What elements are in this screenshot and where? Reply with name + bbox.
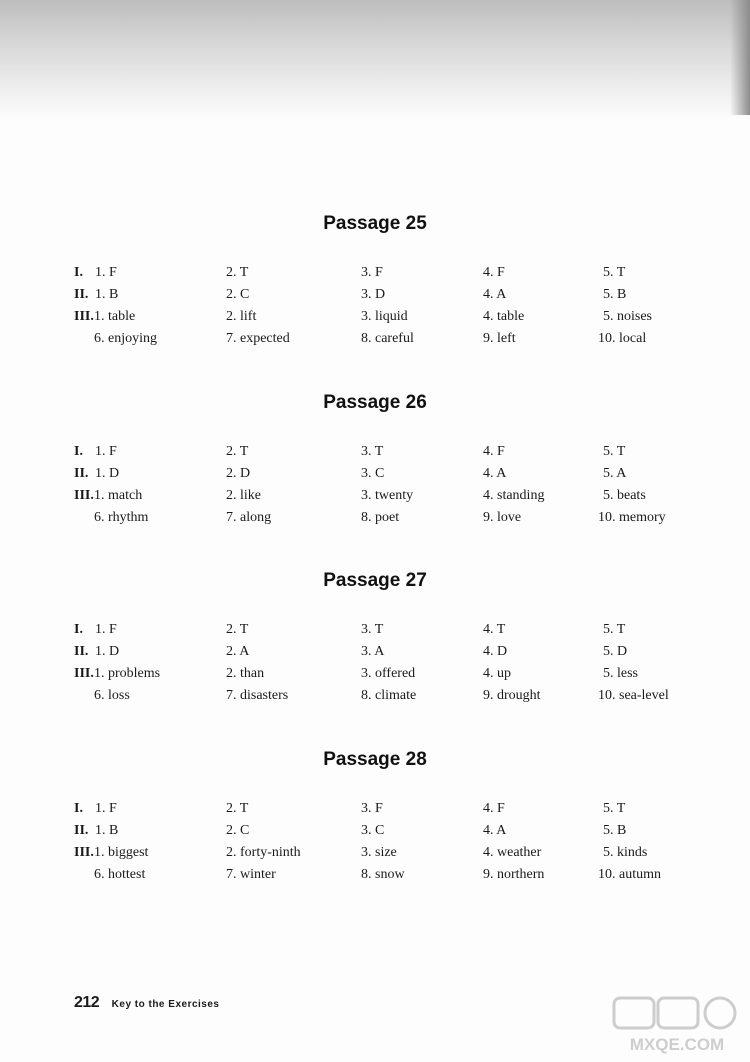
- answer-row: [0, 488, 750, 510]
- answer-cell: 2. C: [226, 287, 250, 302]
- answer-cell: 1. table: [94, 309, 136, 324]
- page-footer: [74, 994, 219, 1014]
- section-numeral: II.: [74, 466, 89, 481]
- section-numeral: II.: [74, 287, 89, 302]
- answer-cell: 3. A: [361, 644, 385, 659]
- answer-cell: 4. A: [483, 466, 507, 481]
- answer-cell: 5. B: [603, 287, 627, 302]
- scan-shadow-top: [0, 0, 750, 120]
- answer-cell: 5. T: [603, 265, 626, 280]
- answer-cell: 8. poet: [361, 510, 400, 525]
- answer-cell: 2. A: [226, 644, 250, 659]
- section-numeral: III.: [74, 488, 94, 503]
- answer-cell: 1. F: [95, 622, 117, 637]
- answer-cell: 6. rhythm: [94, 510, 149, 525]
- answer-cell: 2. forty-ninth: [226, 845, 301, 860]
- answer-cell: 10. sea-level: [598, 688, 669, 703]
- section-numeral: III.: [74, 666, 94, 681]
- answer-cell: 4. A: [483, 287, 507, 302]
- answer-cell: 3. C: [361, 466, 385, 481]
- answer-cell: 3. size: [361, 845, 397, 860]
- answer-cell: 5. A: [603, 466, 627, 481]
- answer-row: [0, 331, 750, 353]
- answer-cell: 2. T: [226, 265, 249, 280]
- answer-cell: 3. F: [361, 265, 383, 280]
- answer-cell: 7. along: [226, 510, 272, 525]
- answer-cell: 2. lift: [226, 309, 257, 324]
- answer-row: [0, 622, 750, 644]
- answer-cell: 2. C: [226, 823, 250, 838]
- answer-cell: 7. expected: [226, 331, 290, 346]
- answer-cell: 10. autumn: [598, 867, 661, 882]
- answer-row: [0, 867, 750, 889]
- answer-cell: 1. B: [95, 287, 119, 302]
- answer-cell: 7. disasters: [226, 688, 289, 703]
- answer-row: [0, 265, 750, 287]
- answer-cell: 8. careful: [361, 331, 414, 346]
- watermark-logo-icon: [612, 996, 742, 1056]
- answer-row: [0, 466, 750, 488]
- answer-cell: 4. T: [483, 622, 506, 637]
- answer-row: [0, 444, 750, 466]
- passage-title: Passage 28: [323, 749, 427, 770]
- answer-cell: 4. up: [483, 666, 511, 681]
- answer-cell: 5. less: [603, 666, 638, 681]
- answer-cell: 6. hottest: [94, 867, 146, 882]
- answer-cell: 1. D: [95, 466, 120, 481]
- answer-cell: 9. northern: [483, 867, 545, 882]
- footer-title: Key to the Exercises: [111, 999, 220, 1010]
- section-numeral: II.: [74, 823, 89, 838]
- answer-cell: 6. loss: [94, 688, 130, 703]
- answer-cell: 5. T: [603, 622, 626, 637]
- section-numeral: I.: [74, 444, 83, 459]
- answer-cell: 5. B: [603, 823, 627, 838]
- answer-cell: 2. like: [226, 488, 261, 503]
- answer-cell: 4. F: [483, 265, 505, 280]
- answer-row: [0, 510, 750, 532]
- answer-cell: 1. D: [95, 644, 120, 659]
- answer-cell: 1. F: [95, 801, 117, 816]
- answer-cell: 9. drought: [483, 688, 541, 703]
- answer-cell: 3. liquid: [361, 309, 408, 324]
- answer-cell: 5. beats: [603, 488, 646, 503]
- answer-cell: 4. F: [483, 444, 505, 459]
- answer-cell: 6. enjoying: [94, 331, 157, 346]
- answer-cell: 4. weather: [483, 845, 542, 860]
- answer-cell: 5. kinds: [603, 845, 648, 860]
- answer-cell: 2. D: [226, 466, 251, 481]
- section-numeral: III.: [74, 845, 94, 860]
- answer-cell: 4. F: [483, 801, 505, 816]
- answer-cell: 1. B: [95, 823, 119, 838]
- section-numeral: I.: [74, 801, 83, 816]
- section-numeral: III.: [74, 309, 94, 324]
- answer-cell: 3. T: [361, 622, 384, 637]
- answer-cell: 5. T: [603, 801, 626, 816]
- answer-row: [0, 309, 750, 331]
- answer-row: [0, 666, 750, 688]
- answer-cell: 1. match: [94, 488, 143, 503]
- answer-cell: 1. problems: [94, 666, 161, 681]
- page-number: 212: [74, 994, 100, 1011]
- answer-cell: 4. D: [483, 644, 508, 659]
- answer-cell: 5. noises: [603, 309, 652, 324]
- answer-cell: 3. offered: [361, 666, 416, 681]
- answer-cell: 8. climate: [361, 688, 417, 703]
- answer-cell: 7. winter: [226, 867, 276, 882]
- answer-cell: 3. T: [361, 444, 384, 459]
- answer-cell: 9. left: [483, 331, 516, 346]
- answer-cell: 9. love: [483, 510, 522, 525]
- passage-title: Passage 25: [323, 213, 427, 234]
- answer-row: [0, 823, 750, 845]
- answer-cell: 8. snow: [361, 867, 405, 882]
- answer-cell: 1. F: [95, 444, 117, 459]
- section-numeral: I.: [74, 622, 83, 637]
- answer-cell: 2. than: [226, 666, 265, 681]
- answer-row: [0, 644, 750, 666]
- answer-cell: 10. local: [598, 331, 647, 346]
- answer-row: [0, 688, 750, 710]
- scan-shadow-right: [730, 0, 750, 115]
- answer-cell: 1. F: [95, 265, 117, 280]
- answer-cell: 3. F: [361, 801, 383, 816]
- answer-row: [0, 845, 750, 867]
- answer-cell: 5. D: [603, 644, 628, 659]
- answer-cell: 2. T: [226, 622, 249, 637]
- answer-cell: 3. C: [361, 823, 385, 838]
- answer-cell: 4. table: [483, 309, 525, 324]
- answer-cell: 3. twenty: [361, 488, 414, 503]
- answer-row: [0, 801, 750, 823]
- answer-cell: 3. D: [361, 287, 386, 302]
- watermark-text: MXQE.COM: [629, 1035, 725, 1054]
- answer-cell: 4. standing: [483, 488, 545, 503]
- answer-cell: 2. T: [226, 444, 249, 459]
- section-numeral: II.: [74, 644, 89, 659]
- passage-title: Passage 27: [323, 570, 427, 591]
- answer-cell: 1. biggest: [94, 845, 149, 860]
- passage-title: Passage 26: [323, 392, 427, 413]
- answer-cell: 4. A: [483, 823, 507, 838]
- answer-cell: 2. T: [226, 801, 249, 816]
- answer-cell: 10. memory: [598, 510, 666, 525]
- answer-cell: 5. T: [603, 444, 626, 459]
- section-numeral: I.: [74, 265, 83, 280]
- answer-row: [0, 287, 750, 309]
